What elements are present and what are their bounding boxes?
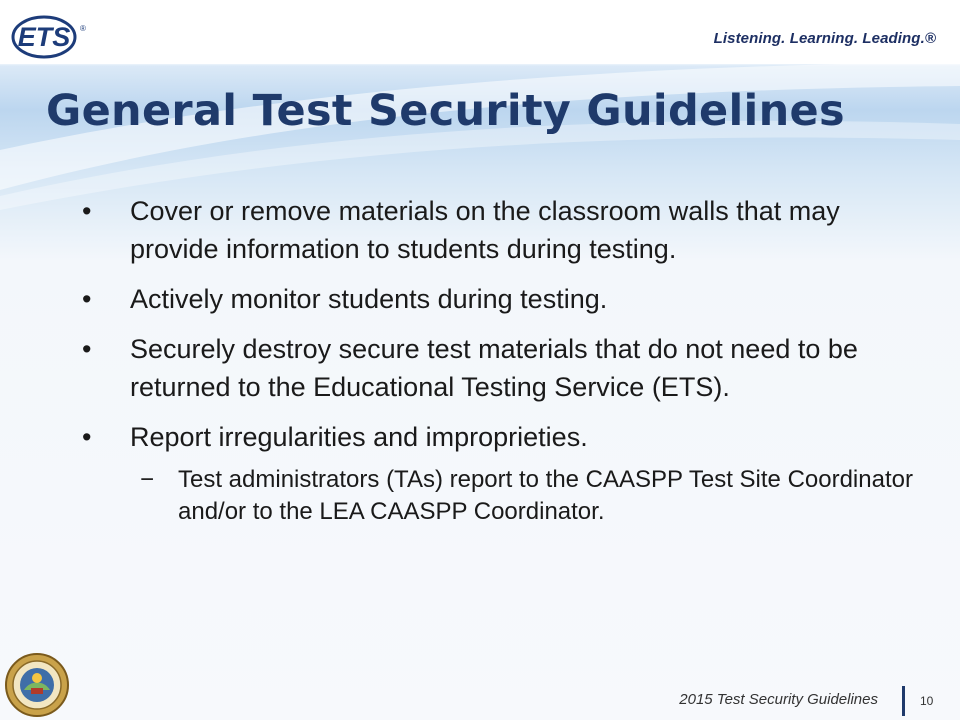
- bullet-item: [80, 418, 920, 456]
- ets-logo-icon: [10, 14, 90, 60]
- bullet-item: [80, 192, 920, 268]
- tagline: Listening. Learning. Leading.®: [713, 30, 936, 47]
- bullet-text: Actively monitor students during testing.: [130, 284, 608, 314]
- footer-title: 2015 Test Security Guidelines: [679, 691, 878, 708]
- bullet-text: Securely destroy secure test materials that do not need to be returned to the Educational Testing Service (ETS).: [130, 334, 858, 402]
- page-number: 10: [920, 694, 934, 708]
- ets-logo-text: ETS: [17, 22, 71, 52]
- sub-bullet-marker: −: [140, 466, 155, 493]
- bullet-marker: •: [82, 422, 92, 452]
- bullet-marker: •: [82, 196, 92, 226]
- bullet-marker: •: [82, 284, 92, 314]
- bullet-text: Cover or remove materials on the classroom walls that may provide information to students during testing.: [130, 196, 840, 264]
- slide-title: General Test Security Guidelines: [46, 86, 845, 136]
- bullet-list: [80, 192, 920, 528]
- bullet-item: [80, 330, 920, 406]
- sub-bullet-text: Test administrators (TAs) report to the CAASPP Test Site Coordinator and/or to the LEA CAASPP Coordinator.: [178, 466, 913, 525]
- footer-divider: [902, 686, 905, 716]
- california-department-of-education-seal-icon: [4, 652, 70, 718]
- bullet-marker: •: [82, 334, 92, 364]
- svg-text:®: ®: [80, 24, 86, 33]
- bullet-item: [80, 280, 920, 318]
- sub-bullet-item: [80, 464, 920, 528]
- bullet-text: Report irregularities and improprieties.: [130, 422, 588, 452]
